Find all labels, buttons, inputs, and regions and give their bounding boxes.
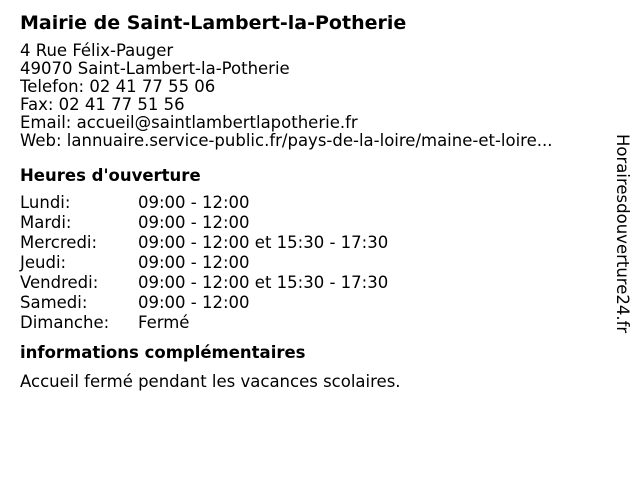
day-label: Dimanche: [20,313,110,332]
opening-hours-heading: Heures d'ouverture [20,166,201,185]
phone-label: Telefon: [20,78,85,96]
phone-number[interactable]: 02 41 77 55 06 [89,78,216,96]
email-label: Email: [20,114,72,132]
hours-row-saturday [20,293,610,313]
day-label: Samedi: [20,293,88,312]
city-text: 49070 Saint-Lambert-la-Potherie [20,60,290,78]
time-value: Fermé [138,313,190,332]
web-label: Web: [20,132,62,150]
time-value: 09:00 - 12:00 [138,253,250,272]
office-name: Mairie de Saint-Lambert-la-Potherie [20,12,407,34]
fax-label: Fax: [20,96,54,114]
hours-row-friday [20,273,610,293]
web-line [20,132,610,150]
day-label: Vendredi: [20,273,99,292]
additional-info-text: Accueil fermé pendant les vacances scolaires. [20,372,401,391]
email-link[interactable]: accueil@saintlambertlapotherie.fr [76,114,358,132]
day-label: Mercredi: [20,233,98,252]
time-value: 09:00 - 12:00 [138,213,250,232]
city-address [20,60,610,78]
day-label: Mardi: [20,213,72,232]
time-value: 09:00 - 12:00 [138,193,250,212]
email-line [20,114,610,132]
hours-row-thursday [20,253,610,273]
web-link[interactable]: lannuaire.service-public.fr/pays-de-la-loire/maine-et-loire... [66,132,553,150]
time-value: 09:00 - 12:00 et 15:30 - 17:30 [138,233,389,252]
time-value: 09:00 - 12:00 et 15:30 - 17:30 [138,273,389,292]
day-label: Lundi: [20,193,71,212]
additional-info-heading: informations complémentaires [20,343,306,362]
phone-line [20,78,610,96]
street-address [20,42,610,60]
day-label: Jeudi: [20,253,67,272]
fax-number: 02 41 77 51 56 [58,96,185,114]
hours-row-tuesday [20,213,610,233]
fax-line [20,96,610,114]
contact-info [20,42,610,150]
office-card [20,10,610,392]
opening-hours-table [20,193,610,333]
hours-row-monday [20,193,610,213]
hours-row-wednesday [20,233,610,253]
hours-row-sunday [20,313,610,333]
time-value: 09:00 - 12:00 [138,293,250,312]
site-watermark [612,134,632,344]
watermark-text: Horairesdouverture24.fr [613,134,632,334]
street-text: 4 Rue Félix-Pauger [20,42,174,60]
